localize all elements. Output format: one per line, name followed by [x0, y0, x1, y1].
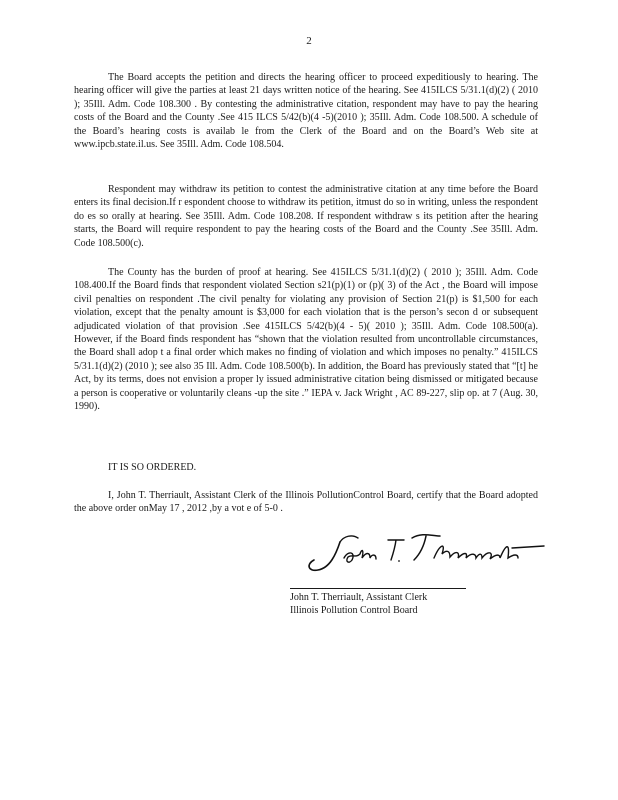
handwritten-signature	[300, 524, 550, 584]
paragraph-hearing: The Board accepts the petition and directs the hearing officer to proceed expeditiously to hearing. The hearing officer will give the parties at least 21 days written notice of the hearing. See 415ILCS 5/31.1(d)(2) ( 2010 ); 35Ill. Adm. Code 108.300 . By contesting the administrative citation, respondent may have to pay the hearing costs of the Board and the County .See 415 ILCS 5/42(b)(4 -5)(2010 ); 35Ill. Adm. Code 108.500. A schedule of the Board’s hearing costs is availab le from the Clerk of the Board and on the Board’s Web site at www.ipcb.state.il.us. See 35Ill. Adm. Code 108.504.	[74, 72, 538, 151]
paragraph-withdrawal: Respondent may withdraw its petition to contest the administrative citation at any time before the Board enters its final decision.If r espondent choose to withdraw its petition, itmust do so in writing, unless the respondent do es so orally at hearing. See 35Ill. Adm. Code 108.208. If respondent withdraw s its petition after the hearing starts, the Board will require respondent to pay the hearing costs of the Board and the County .See 35Ill. Adm. Code 108.500(c).	[74, 184, 538, 249]
signature-line	[290, 588, 466, 589]
ordered-statement: IT IS SO ORDERED.	[108, 462, 197, 473]
certification-paragraph: I, John T. Therriault, Assistant Clerk of the Illinois PollutionControl Board, certify that the Board adopted the above order onMay 17 , 2012 ,by a vot e of 5-0 .	[74, 490, 538, 515]
signer-block	[290, 591, 427, 617]
signer-name-title: John T. Therriault, Assistant Clerk	[290, 592, 428, 603]
page-number: 2	[306, 35, 312, 47]
paragraph-burden-of-proof: The County has the burden of proof at hearing. See 415ILCS 5/31.1(d)(2) ( 2010 ); 35Ill. Adm. Code 108.400.If the Board finds that respondent violated Section s21(p)(1) or (p)( 3) of the Act , the Board will impose civil penalties on respondent .The civil penalty for violating any provision of Section 21(p) is $1,500 for each violation, except that the penalty amount is $3,000 for each violation that is the person’s secon d or subsequent adjudicated violation of that provision .See 415ILCS 5/42(b)(4 - 5)( 2010 ); 35Ill. Adm. Code 108.500(a). However, if the Board finds respondent has “shown that the violation resulted from uncontrollable circumstances, the Board shall adop t a final order which makes no finding of violation and which imposes no penalty.” 415ILCS 5/31.1(d)(2) (2010 ); see also 35 Ill. Adm. Code 108.500(b). In addition, the Board has previously stated that “[t] he Act, by its terms, does not envision a proper ly issued administrative citation being dismissed or mitigated because a person is cooperative or voluntarily cleans -up the site .” IEPA v. Jack Wright , AC 89-227, slip op. at 7 (Aug. 30, 1990).	[74, 267, 538, 413]
signer-organization: Illinois Pollution Control Board	[290, 605, 418, 616]
